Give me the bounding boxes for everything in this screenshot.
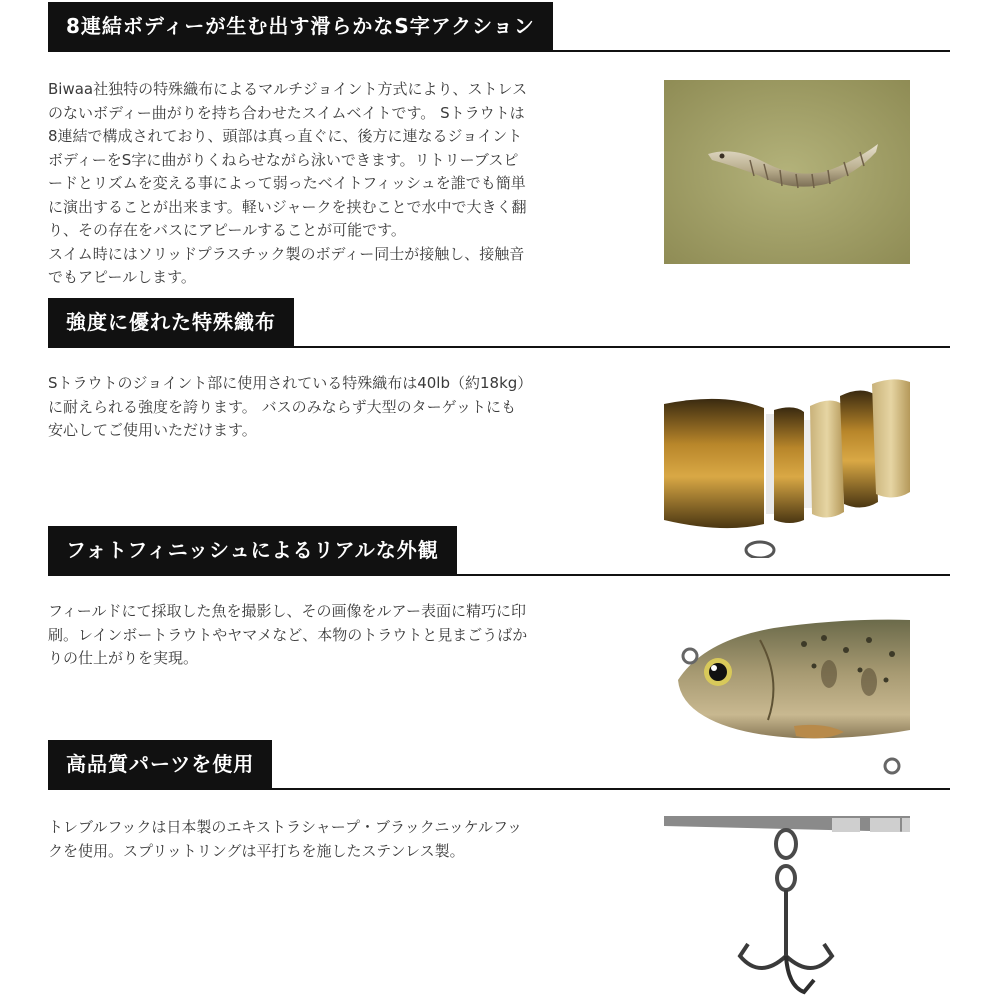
section-body-text: トレブルフックは日本製のエキストラシャープ・ブラックニッケルフッ クを使用。スプリットリングは平打ちを施したステンレス製。 xyxy=(48,818,523,860)
section-body-text: フィールドにて採取した魚を撮影し、その画像をルアー表面に精巧に印 刷。レインボートラウトやヤマメなど、本物のトラウトと見まごうばか りの仕上がりを実現。 xyxy=(48,602,528,667)
section-heading: 強度に優れた特殊織布 xyxy=(48,298,294,346)
treble-hook-image xyxy=(664,816,910,1000)
section-body-text: Sトラウトのジョイント部に使用されている特殊織布は40lb（約18kg） に耐えられる強度を誇ります。 バスのみならず大型のターゲットにも 安心してご使用いただけます。 xyxy=(48,374,533,439)
section-divider xyxy=(48,574,950,576)
section-heading: 高品質パーツを使用 xyxy=(48,740,272,788)
section-heading: フォトフィニッシュによるリアルな外観 xyxy=(48,526,457,574)
joint-fabric-image xyxy=(664,374,910,558)
section-heading: 8連結ボディーが生む出す滑らかなS字アクション xyxy=(48,2,553,50)
swimming-lure-image xyxy=(664,80,910,264)
section-divider xyxy=(48,50,950,52)
trout-head-image xyxy=(664,610,910,780)
section-body-text: Biwaa社独特の特殊織布によるマルチジョイント方式により、ストレス のないボディー曲がりを持ち合わせたスイムベイトです。 Sトラウトは 8連結で構成されており、頭部は真っ直ぐに、後方に連なるジョイント ボディーをS字に曲がりくねらせながら泳いできます。リトリーブスピ ードとリズムを変える事によって弱ったベイトフィッシュを誰でも簡単 に演出することが出来ます。軽いジャークを挟むことで水中で大きく翻 り、その存在をバスにアピールすることが可能です。 スイム時にはソリッドプラスチック製のボディー同士が接触し、接触音 でもアピールします。 xyxy=(48,80,528,286)
section-divider xyxy=(48,788,950,790)
section-divider xyxy=(48,346,950,348)
